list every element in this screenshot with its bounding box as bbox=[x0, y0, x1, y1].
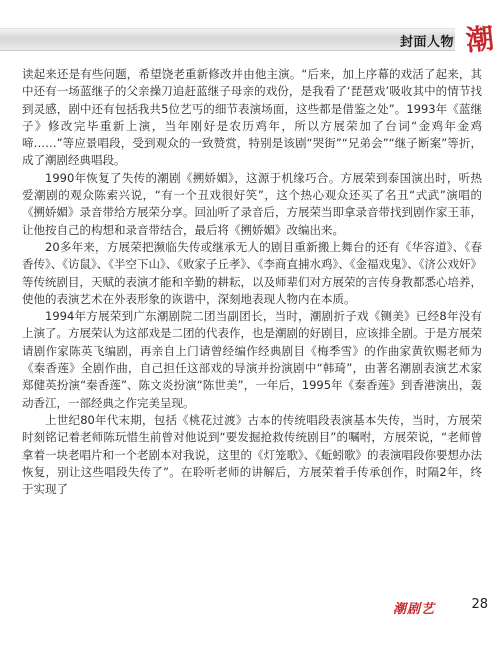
brand-logo: 潮 bbox=[464, 21, 496, 58]
header-band bbox=[0, 18, 500, 58]
section-title: 封面人物 bbox=[399, 35, 454, 50]
paragraph: 1994年方展荣到广东潮剧院二团当副团长，当时，潮剧折子戏《铡美》已经8年没有上演了。方展荣认为这部戏是二团的代表作，也是潮剧的好剧目，应该排全剧。于是方展荣请剧作家陈英飞编剧，再亲自上门请曾经编作经典剧目《梅季雪》的作曲家黄钦赐老师为《秦香莲》全剧作曲，自己担任这部戏的导演并扮演剧中“韩琦”，由著名潮剧表演艺术家郑健英扮演“秦香莲”、陈文炎扮演“陈世美”，一年后，1995年《秦香莲》到香港演出，轰动香江，一部经典之作完美呈现。 bbox=[22, 309, 482, 410]
paragraph: 上世纪80年代末期，包括《桃花过渡》古本的传统唱段表演基本失传，当时，方展荣时刻铭记着老师陈玩惜生前曾对他说到“要发掘抢救传统剧目”的嘱咐，方展荣说，“老师曾拿着一块老唱片和一个老剧本对我说，这里的《灯笼歌》、《蚯蚓歌》的表演唱段你要想办法恢复，别让这些唱段失传了”。在聆听老师的讲解后，方展荣着手传承创作，时隔2年，终于实现了 bbox=[22, 412, 482, 497]
paragraph: 1990年恢复了失传的潮剧《搠娇媚》，这源于机缘巧合。方展荣到泰国演出时，听热爱潮剧的观众陈索兴说，“有一个丑戏很好笑”，这个热心观众还买了名丑“式武”演唱的《搠娇媚》录音带给方展荣分享。回汕听了录音后，方展荣当即拿录音带找到剧作家王菲，让他按自己的构想和录音带结合，最后将《搠娇媚》改编出来。 bbox=[22, 170, 482, 237]
paragraph: 20多年来，方展荣把濒临失传或继承无人的剧目重新搬上舞台的还有《华容道》、《春香传》、《访鼠》、《半空下山》、《败家子丘孝》、《李商直捕水鸡》、《金福戏鬼》、《济公戏奸》等传统剧目，天赋的表演才能和辛勤的耕耘，以及师辈们对方展荣的言传身教都悉心培养，使他的表演艺术在外表形象的诙谐中，深刻地表现人物内在本质。 bbox=[22, 239, 482, 306]
magazine-logo: 潮剧艺 bbox=[393, 602, 436, 617]
page-number: 28 bbox=[471, 597, 488, 612]
article-body bbox=[22, 66, 482, 498]
header-stripe bbox=[0, 28, 455, 51]
paragraph: 读起来还是有些问题，希望饶老重新修改并由他主演。“后来，加上序幕的戏活了起来，其中还有一场蓝继子的父亲操刀追赶蓝继子母亲的戏份，是我看了‘琵琶戏’吸收其中的情节找到灵感，剧中还有包括我共5位艺丐的细节表演场面，这些都是借鉴之处”。1993年《蓝继子》修改完毕重新上演，当年刚好是农历鸡年，所以方展荣加了台词“金鸡年金鸡啼……”等应景唱段，受到观众的一致赞赏，特别是该剧“哭街”“兄弟会”“继子断案”等折，成了潮剧经典唱段。 bbox=[22, 67, 482, 168]
